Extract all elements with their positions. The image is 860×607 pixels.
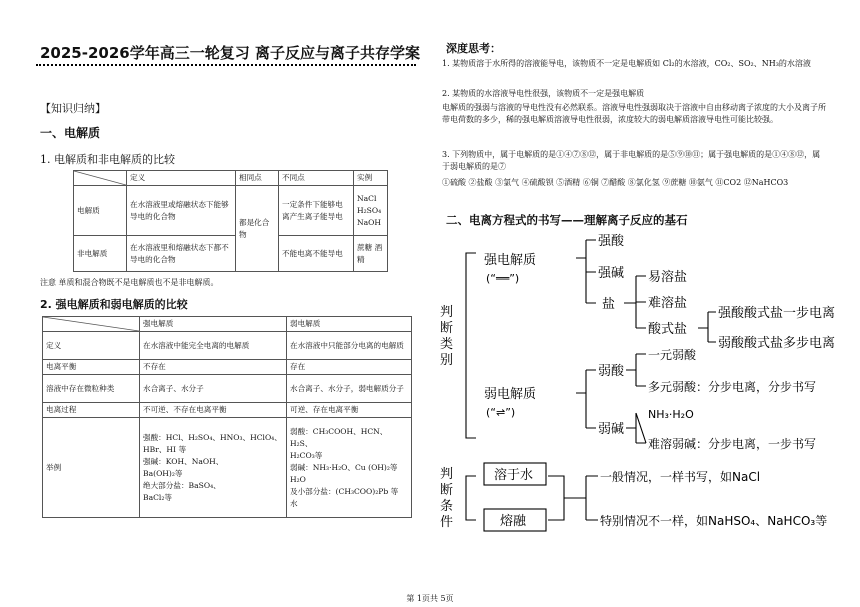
note-text: 注意 单质和混合物既不是电解质也不是非电解质。 — [40, 278, 219, 287]
header-diff: 不同点 — [279, 171, 354, 186]
example-label: 举例 — [43, 418, 140, 518]
special-case-label: 特别情况不一样，如NaHSO₄、NaHCO₃等 — [600, 514, 828, 528]
page-footer: 第 1页共 5页 — [406, 594, 454, 603]
row-weak: 存在 — [287, 360, 412, 375]
example-line: 及小部分盐：(CH₃COO)₂Pb 等 — [290, 486, 399, 496]
judge-char: 类 — [440, 337, 454, 352]
example-line: HBr、HI 等 — [143, 444, 187, 454]
subsection-2-heading: 2. 强电解质和弱电解质的比较 — [40, 298, 188, 311]
header-same: 相同点 — [236, 171, 279, 186]
header-definition: 定义 — [127, 171, 236, 186]
weak-electrolyte-label: 弱电解质 — [484, 387, 537, 402]
strong-electrolyte-label: 强电解质 — [484, 253, 537, 268]
example-line: 强酸：HCl、H₂SO₄、HNO₃、HClO₄、 — [143, 432, 282, 442]
row-weak: 在水溶液中只能部分电离的电解质 — [287, 332, 412, 360]
section-2-heading: 二、电离方程式的书写——理解离子反应的基石 — [446, 213, 688, 227]
deep-p4: 3. 下列物质中，属于电解质的是①④⑦⑧⑫，属于非电解质的是⑤⑨⑩⑪；属于强电解质的是①④⑧⑫，属于弱电解质的是⑦ — [442, 150, 821, 171]
row-key: 电离平衡 — [43, 360, 140, 375]
category-brace — [466, 253, 476, 438]
electrolyte-comparison-table — [73, 170, 388, 272]
polyprotic-acid-label: 多元弱酸：分步电离，分步书写 — [648, 380, 817, 394]
soluble-salt-label: 易溶盐 — [648, 270, 688, 285]
row-key: 溶液中存在微粒种类 — [43, 375, 140, 403]
judge-char: 断 — [440, 483, 454, 498]
monoprotic-acid-label: 一元弱酸 — [648, 348, 697, 362]
diagonal-header-cell — [74, 171, 127, 186]
weak-base-label: 弱碱 — [598, 422, 625, 437]
strong-base-label: 强碱 — [598, 266, 625, 281]
ammonia-water-label: NH₃·H₂O — [648, 408, 694, 421]
row-weak: 可逆、存在电离平衡 — [287, 403, 412, 418]
example-line: 强碱：KOH、NaOH、 — [143, 456, 224, 466]
row-nonelectrolyte-name: 非电解质 — [74, 236, 127, 272]
row-electrolyte-example: NaCl H₂SO₄ NaOH — [354, 186, 388, 236]
row-strong: 不存在 — [140, 360, 287, 375]
deep-thinking-title: 深度思考： — [446, 42, 501, 55]
header-strong: 强电解质 — [140, 317, 287, 332]
row-nonelectrolyte-example: 蔗糖 酒精 — [354, 236, 388, 272]
example-line: 水 — [290, 498, 298, 508]
judge-char: 件 — [440, 515, 454, 530]
strong-symbol: (“══”) — [486, 272, 520, 285]
example-line: H₂CO₃等 — [290, 450, 323, 460]
row-electrolyte-name: 电解质 — [74, 186, 127, 236]
insoluble-salt-label: 难溶盐 — [648, 296, 688, 311]
row-electrolyte-diff: 一定条件下能够电离产生离子能导电 — [279, 186, 354, 236]
strong-weak-table — [42, 316, 412, 518]
dissolve-label: 溶于水 — [494, 468, 534, 483]
row-nonelectrolyte-def: 在水溶液里和熔融状态下都不导电的化合物 — [127, 236, 236, 272]
row-strong: 水合离子、水分子 — [140, 375, 287, 403]
ionization-diagram — [436, 228, 856, 590]
insoluble-base-label: 难溶弱碱：分步电离，一步书写 — [648, 437, 817, 451]
row-strong: 在水溶液中能完全电离的电解质 — [140, 332, 287, 360]
acid-salt-label: 酸式盐 — [648, 322, 688, 337]
strong-examples — [140, 418, 287, 518]
common-point: 都是化合物 — [236, 186, 279, 272]
row-electrolyte-def: 在水溶液里或熔融状态下能够导电的化合物 — [127, 186, 236, 236]
strong-acid-label: 强酸 — [598, 234, 625, 249]
judge-char: 断 — [440, 321, 454, 336]
weak-acid-salt-label: 弱酸酸式盐多步电离 — [718, 336, 836, 351]
row-weak: 水合离子、水分子，弱电解质分子 — [287, 375, 412, 403]
general-case-label: 一般情况，一样书写，如NaCl — [600, 470, 761, 484]
judge-char: 判 — [440, 305, 454, 320]
header-weak: 弱电解质 — [287, 317, 412, 332]
row-strong: 不可逆、不存在电离平衡 — [140, 403, 287, 418]
weak-examples — [287, 418, 412, 518]
salt-label: 盐 — [602, 297, 616, 312]
deep-p3: 电解质的强弱与溶液的导电性没有必然联系。溶液导电性强弱取决于溶液中自由移动离子浓度的大小及离子所带电荷数的多少，稀的强电解质溶液导电性很弱，浓度较大的弱电解质溶液导电性可能比较强。 — [442, 103, 826, 124]
row-key: 定义 — [43, 332, 140, 360]
row-nonelectrolyte-diff: 不能电离不能导电 — [279, 236, 354, 272]
header-example: 实例 — [354, 171, 388, 186]
judge-char: 别 — [440, 353, 454, 368]
document-title: 2025-2026学年高三一轮复习 离子反应与离子共存学案 — [40, 44, 420, 62]
section-1-heading: 一、电解质 — [40, 126, 101, 140]
weak-acid-label: 弱酸 — [598, 364, 625, 379]
judge-char: 条 — [440, 499, 454, 514]
row-key: 电离过程 — [43, 403, 140, 418]
deep-p5: ①硫酸 ②盐酸 ③氯气 ④硫酸钡 ⑤酒精 ⑥铜 ⑦醋酸 ⑧氯化氢 ⑨蔗糖 ⑩氨气 ⑪CO2 ⑫NaHCO3 — [442, 178, 789, 187]
condition-brace — [466, 476, 476, 520]
weak-symbol: (“⇌”) — [486, 406, 516, 419]
example-line: 弱碱：NH₃·H₂O、Cu (OH)₂等 H₂O — [290, 462, 398, 484]
deep-p2: 2. 某物质的水溶液导电性很强，该物质不一定是强电解质 — [442, 89, 645, 98]
judge-char: 判 — [440, 467, 454, 482]
strong-acid-salt-label: 强酸酸式盐一步电离 — [718, 306, 836, 321]
knowledge-heading: 【知识归纳】 — [40, 102, 106, 115]
deep-p1: 1. 某物质溶于水所得的溶液能导电，该物质不一定是电解质如 Cl₂的水溶液，CO₂、SO₂、NH₃的水溶液 — [442, 59, 811, 68]
diagonal-header-cell — [43, 317, 140, 332]
title-divider — [36, 64, 416, 66]
subsection-1-heading: 1. 电解质和非电解质的比较 — [40, 153, 175, 166]
melt-label: 熔融 — [500, 514, 527, 529]
example-line: Ba(OH)₂等 — [143, 468, 183, 478]
example-line: 绝大部分盐：BaSO₄、 — [143, 480, 221, 490]
example-line: 弱酸：CH₃COOH、HCN、H₂S、 — [290, 426, 388, 448]
example-line: BaCl₂等 — [143, 492, 172, 502]
